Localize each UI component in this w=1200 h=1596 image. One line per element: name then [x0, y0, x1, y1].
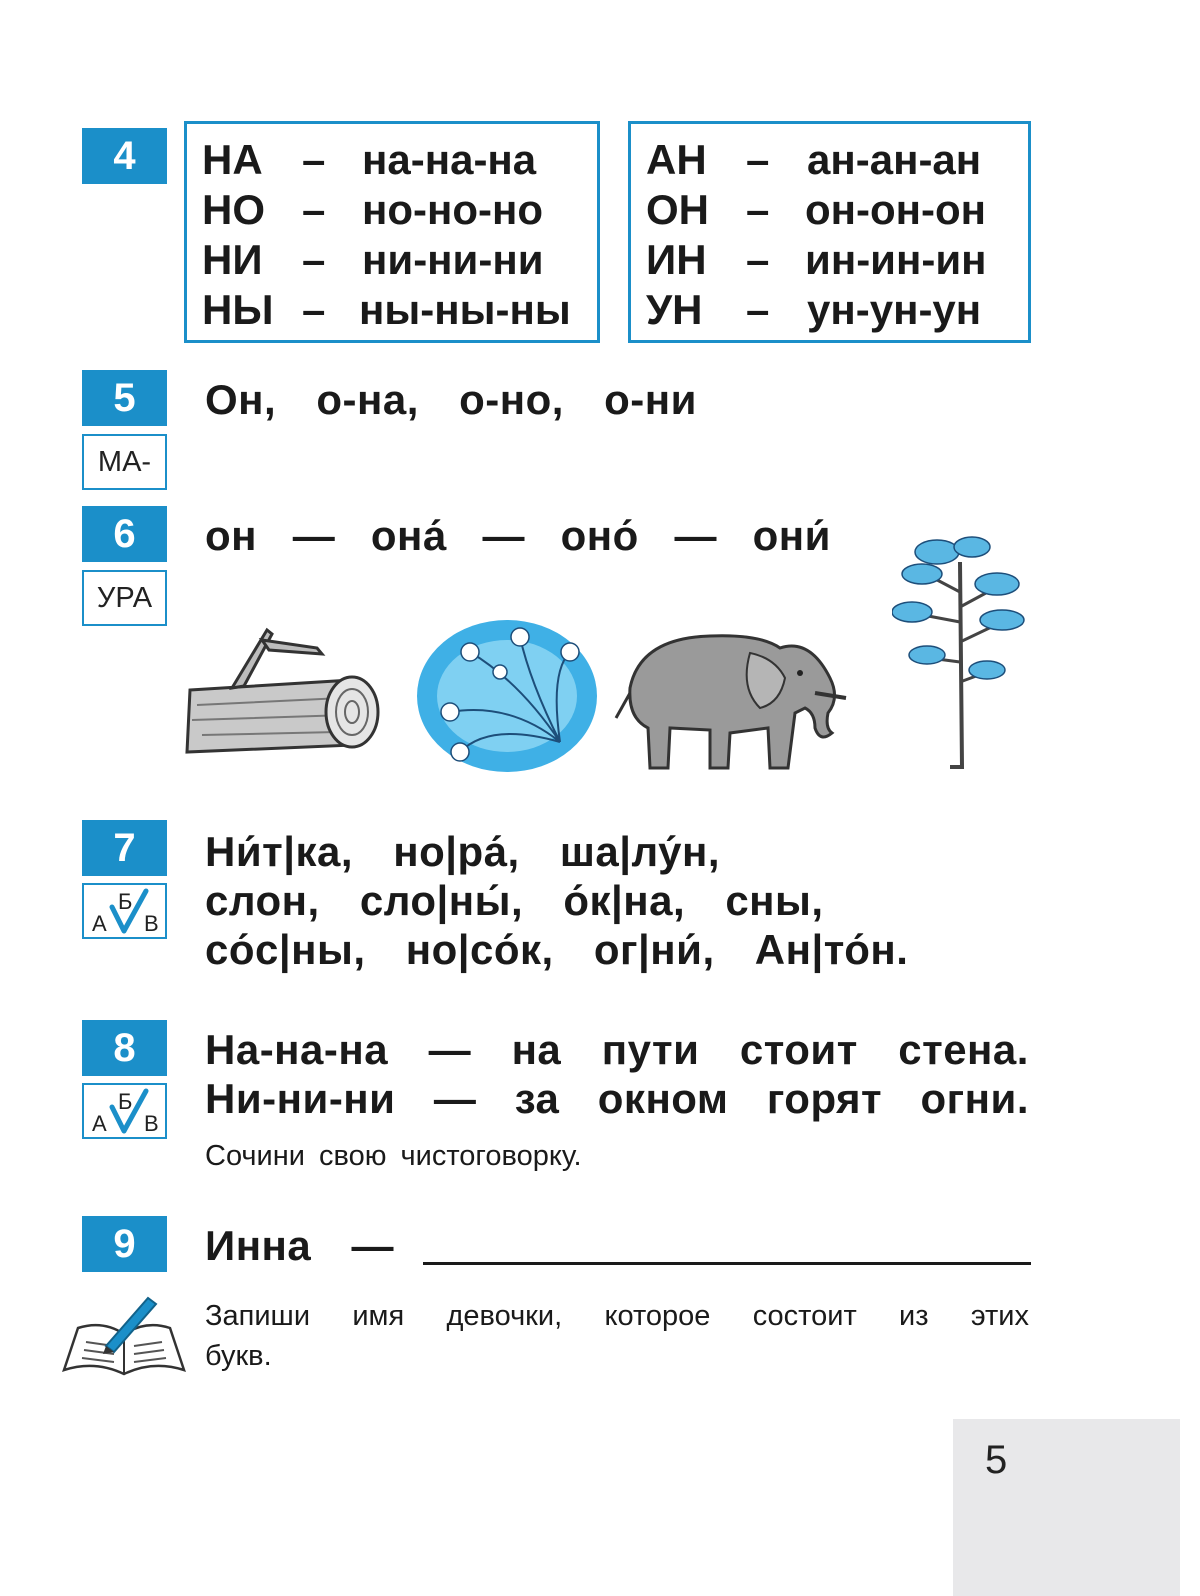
exercise-7-line-2 [205, 877, 824, 925]
word: оно́ [560, 512, 639, 559]
exercise-9-prompt [205, 1222, 394, 1270]
syllable-box-right [628, 121, 1031, 343]
exercise-5-words [205, 376, 697, 424]
syllable-row [187, 236, 597, 286]
word: они́ [752, 512, 831, 559]
syllable-row [187, 136, 597, 186]
word: имя [352, 1300, 405, 1332]
syllable-row [631, 186, 1028, 236]
word: о-на, [316, 376, 419, 423]
exercise-6-number: 6 [82, 506, 167, 562]
syllable-row [187, 186, 597, 236]
dash: — [292, 512, 336, 559]
exercise-7-line-3 [205, 926, 908, 974]
word: этих [970, 1300, 1029, 1332]
syllable-row [631, 286, 1028, 336]
exercise-9-number: 9 [82, 1216, 167, 1272]
dash: – [746, 136, 770, 183]
abv-letter-a: А [92, 1111, 107, 1136]
exercise-8-line-1 [205, 1026, 1029, 1074]
syllable-row [631, 236, 1028, 286]
syllable-row [187, 286, 597, 336]
syllable-chain: ны-ны-ны [359, 286, 571, 333]
pine-tree-picture [892, 532, 1032, 772]
dash: — [351, 1222, 394, 1269]
abv-letter-v: В [144, 1111, 159, 1136]
syllable: НО [202, 186, 265, 233]
exercise-9-task-line-2: букв. [205, 1340, 272, 1372]
exercise-8-number: 8 [82, 1020, 167, 1076]
word: горят [766, 1075, 883, 1122]
word: стена. [898, 1026, 1029, 1073]
word: Он, [205, 376, 277, 423]
page-number: 5 [985, 1438, 1008, 1482]
word: Ан|то́н. [754, 926, 909, 973]
word: слон, [205, 877, 320, 924]
abv-letter-b: Б [118, 1089, 133, 1114]
log-picture [172, 620, 384, 760]
exercise-8-line-2 [205, 1075, 1029, 1123]
word: девочки, [446, 1300, 563, 1332]
word: со́с|ны, [205, 926, 366, 973]
snow-fountain-picture [410, 612, 605, 780]
dash: — [674, 512, 717, 559]
dash: – [302, 286, 326, 333]
word: огни. [920, 1075, 1029, 1122]
abv-icon [82, 883, 167, 939]
exercise-6-words [205, 512, 831, 560]
exercise-7-line-1 [205, 828, 720, 876]
abv-icon [82, 1083, 167, 1139]
syllable: УН [646, 286, 703, 333]
exercise-8-task: Сочини свою чистоговорку. [205, 1140, 582, 1172]
exercise-4-number: 4 [82, 128, 167, 184]
dash: – [746, 186, 770, 233]
word: пути [601, 1026, 700, 1073]
word: сны, [725, 877, 824, 924]
syllable-chain: на-на-на [362, 136, 537, 183]
dash: — [433, 1075, 477, 1122]
open-book-pencil-icon [58, 1290, 190, 1378]
syllable: ИН [646, 236, 707, 283]
syllable-chain: ин-ин-ин [805, 236, 987, 283]
word: сло|ны́, [359, 877, 524, 924]
word: стоит [739, 1026, 858, 1073]
exercise-9-task-line-1 [205, 1300, 1029, 1333]
word: окном [597, 1075, 729, 1122]
syllable-chain: он-он-он [805, 186, 987, 233]
abv-letter-v: В [144, 911, 159, 936]
answer-line[interactable] [423, 1262, 1031, 1265]
syllable: НИ [202, 236, 263, 283]
word: На-на-на [205, 1026, 389, 1073]
word: Запиши [205, 1300, 311, 1332]
word: Ни-ни-ни [205, 1075, 396, 1122]
word: состоит [752, 1300, 857, 1332]
dash: — [428, 1026, 472, 1073]
word: о-но, [459, 376, 564, 423]
word: о́к|на, [563, 877, 686, 924]
syllable-box-left [184, 121, 600, 343]
word: Инна [205, 1222, 312, 1269]
syllable-chain: ни-ни-ни [362, 236, 544, 283]
syllable: АН [646, 136, 707, 183]
dash: – [302, 136, 326, 183]
dash: — [482, 512, 525, 559]
word: Ни́т|ка, [205, 828, 354, 875]
dash: – [302, 236, 326, 283]
word: ог|ни́, [593, 926, 715, 973]
exercise-7-number: 7 [82, 820, 167, 876]
dash: – [746, 236, 770, 283]
syllable: НА [202, 136, 263, 183]
syllable-chain: но-но-но [362, 186, 544, 233]
word: о-ни [604, 376, 697, 423]
word: он [205, 512, 258, 559]
word: ша|лу́н, [559, 828, 720, 875]
syllable-chain: ун-ун-ун [807, 286, 982, 333]
elephant-picture [610, 618, 850, 778]
syllable: ОН [646, 186, 709, 233]
word: за [514, 1075, 560, 1122]
syllable-chain: ан-ан-ан [807, 136, 982, 183]
exercise-6-tag: УРА [82, 570, 167, 626]
abv-letter-a: А [92, 911, 107, 936]
dash: – [746, 286, 770, 333]
exercise-5-number: 5 [82, 370, 167, 426]
syllable-row [631, 136, 1028, 186]
dash: – [302, 186, 326, 233]
word: она́ [370, 512, 447, 559]
abv-letter-b: Б [118, 889, 133, 914]
syllable: НЫ [202, 286, 274, 333]
word: но|ра́, [393, 828, 520, 875]
word: из [899, 1300, 929, 1332]
word: на [511, 1026, 562, 1073]
exercise-5-tag: МА- [82, 434, 167, 490]
word: которое [604, 1300, 711, 1332]
word: но|со́к, [405, 926, 554, 973]
